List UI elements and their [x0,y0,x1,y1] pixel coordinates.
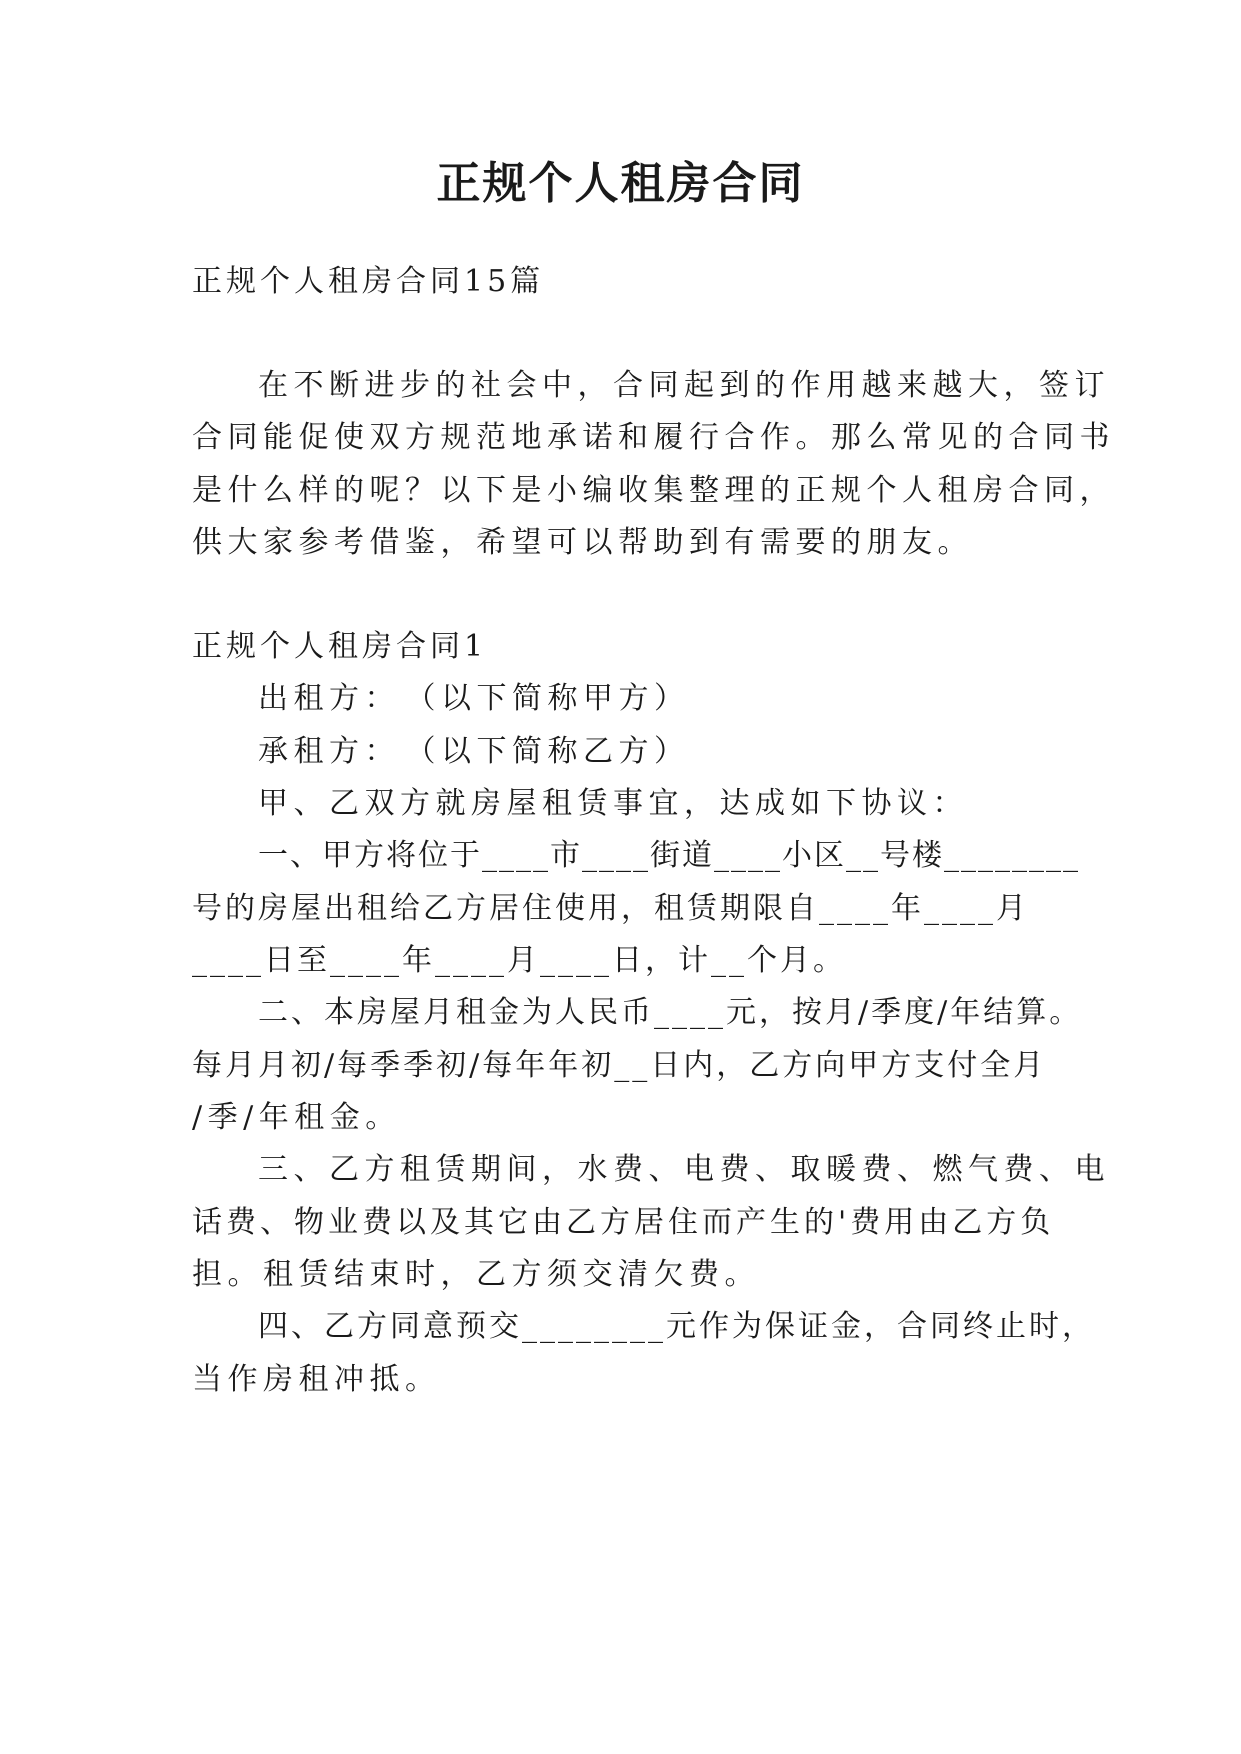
clause2-line-2: 每月月初/每季季初/每年年初__日内，乙方向甲方支付全月 [192,1048,1047,1083]
lessee-line: 承租方： （以下简称乙方） [258,734,690,769]
clause4-line-2: 当作房租冲抵。 [192,1362,441,1397]
document-title: 正规个人租房合同 [436,158,805,209]
agreement-line: 甲、乙双方就房屋租赁事宜，达成如下协议： [258,786,968,821]
clause1-line-1: 一、甲方将位于____市____街道____小区__号楼________ [258,838,1080,873]
clause2-line-3: /季/年租金。 [192,1100,401,1135]
intro-line-3: 是什么样的呢？以下是小编收集整理的正规个人租房合同， [192,473,1115,508]
lessor-line: 出租方： （以下简称甲方） [258,681,690,716]
intro-line-4: 供大家参考借鉴，希望可以帮助到有需要的朋友。 [192,525,973,560]
clause1-line-2: 号的房屋出租给乙方居住使用，租赁期限自____年____月 [192,891,1029,926]
clause3-line-3: 担。租赁结束时，乙方须交清欠费。 [192,1257,760,1292]
section-heading: 正规个人租房合同1 [192,629,488,664]
clause3-line-2: 话费、物业费以及其它由乙方居住而产生的'费用由乙方负 [192,1205,1055,1240]
clause1-line-3: ____日至____年____月____日，计__个月。 [192,943,846,978]
intro-line-2: 合同能促使双方规范地承诺和履行合作。那么常见的合同书 [192,420,1115,455]
intro-line-1: 在不断进步的社会中，合同起到的作用越来越大，签订 [258,368,1110,403]
clause2-line-1: 二、本房屋月租金为人民币____元，按月/季度/年结算。 [258,995,1083,1030]
clause4-line-1: 四、乙方同意预交________元作为保证金，合同终止时， [258,1309,1095,1344]
document-subtitle: 正规个人租房合同15篇 [192,264,545,299]
clause3-line-1: 三、乙方租赁期间，水费、电费、取暖费、燃气费、电 [258,1152,1110,1187]
